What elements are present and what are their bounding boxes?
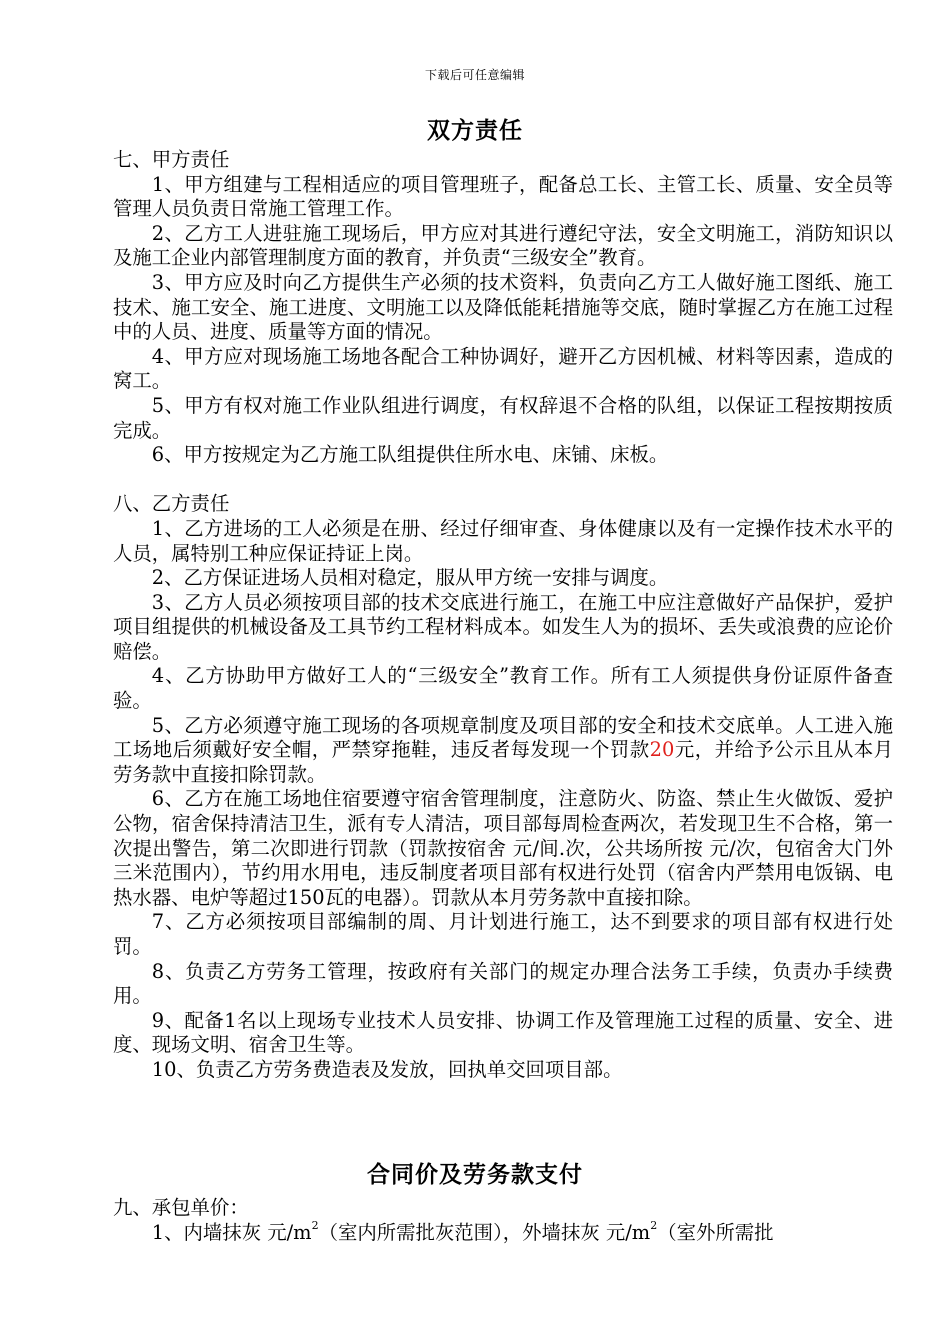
item5-text-before: 5、乙方必须遵守施工现场的各项规章制度及项目部的安全和技术交底单。人工进入施工场地后须戴好安全帽，严禁穿拖鞋，违反者每发现一个罚款 — [113, 713, 893, 762]
unit-price-text-a: 1、内墙抹灰 元/m — [151, 1220, 312, 1244]
party-b-item: 3、乙方人员必须按项目部的技术交底进行施工，在施工中应注意做好产品保护，爱护项目组提供的机械设备及工具节约工程材料成本。如发生人为的损坏、丢失或浪费的应论价赔偿。 — [113, 590, 893, 663]
party-b-item: 7、乙方必须按项目部编制的周、月计划进行施工，达不到要求的项目部有权进行处罚。 — [113, 910, 893, 958]
item5-text-after: 元，并给予公示且从本月劳务款中直接扣除罚款。 — [113, 738, 894, 786]
unit-price-text-c: （室外所需批 — [657, 1220, 774, 1244]
unit-price-text-b: （室内所需批灰范围），外墙抹灰 元/m — [318, 1220, 651, 1244]
party-a-item: 4、甲方应对现场施工场地各配合工种协调好，避开乙方因机械、材料等因素，造成的窝工。 — [113, 344, 893, 393]
party-a-item: 6、甲方按规定为乙方施工队组提供住所水电、床铺、床板。 — [151, 443, 669, 467]
fine-amount: 20 — [649, 738, 675, 762]
unit-superscript: 2 — [311, 1219, 319, 1233]
unit-superscript: 2 — [650, 1219, 658, 1233]
party-b-item: 2、乙方保证进场人员相对稳定，服从甲方统一安排与调度。 — [151, 566, 669, 590]
unit-price-item — [113, 1221, 893, 1246]
party-a-heading: 七、甲方责任 — [113, 148, 230, 171]
party-b-item: 6、乙方在施工场地住宿要遵守宿舍管理制度，注意防火、防盗、禁止生火做饭、爱护公物，宿舍保持清洁卫生，派有专人清洁，项目部每周检查两次，若发现卫生不合格，第一次提出警告，第二次即进行罚款（罚款按宿舍 元/间.次，公共场所按 元/次，包宿舍大门外三米范围内），节约用水用电，违反制度者项目部有权进行处罚（宿舍内严禁用电饭锅、电热水器、电炉等超过150瓦的电器）。罚款从本月劳务款中直接扣除。 — [113, 787, 893, 909]
section-title-contract-price: 合同价及劳务款支付 — [367, 1161, 583, 1188]
party-b-item: 9、配备1名以上现场专业技术人员安排、协调工作及管理施工过程的质量、安全、进度、现场文明、宿舍卫生等。 — [113, 1008, 893, 1057]
party-b-item: 1、乙方进场的工人必须是在册、经过仔细审查、身体健康以及有一定操作技术水平的人员，属特别工种应保证持证上岗。 — [113, 516, 893, 565]
party-a-item: 2、乙方工人进驻施工现场后，甲方应对其进行遵纪守法，安全文明施工，消防知识以及施工企业内部管理制度方面的教育，并负责“三级安全”教育。 — [113, 221, 893, 270]
party-b-item: 4、乙方协助甲方做好工人的“三级安全”教育工作。所有工人须提供身份证原件备查验。 — [113, 664, 893, 713]
party-a-item: 5、甲方有权对施工作业队组进行调度，有权辞退不合格的队组，以保证工程按期按质完成。 — [113, 393, 893, 442]
contract-price-body — [113, 1196, 893, 1245]
party-a-item: 3、甲方应及时向乙方提供生产必须的技术资料，负责向乙方工人做好施工图纸、施工技术、施工安全、施工进度、文明施工以及降低能耗措施等交底，随时掌握乙方在施工过程中的人员、进度、质量等方面的情况。 — [113, 270, 893, 344]
party-b-item-5 — [113, 714, 893, 788]
responsibilities-body — [113, 148, 893, 1083]
party-a-item: 1、甲方组建与工程相适应的项目管理班子，配备总工长、主管工长、质量、安全员等管理人员负责日常施工管理工作。 — [113, 172, 893, 221]
party-b-item: 8、负责乙方劳务工管理，按政府有关部门的规定办理合法务工手续，负责办手续费用。 — [113, 959, 893, 1008]
party-b-heading: 八、乙方责任 — [113, 492, 230, 516]
unit-price-heading: 九、承包单价： — [113, 1196, 249, 1219]
party-b-item: 10、负责乙方劳务费造表及发放，回执单交回项目部。 — [151, 1057, 623, 1081]
section-title-responsibilities: 双方责任 — [427, 117, 523, 144]
header-note: 下载后可任意编辑 — [424, 68, 525, 82]
